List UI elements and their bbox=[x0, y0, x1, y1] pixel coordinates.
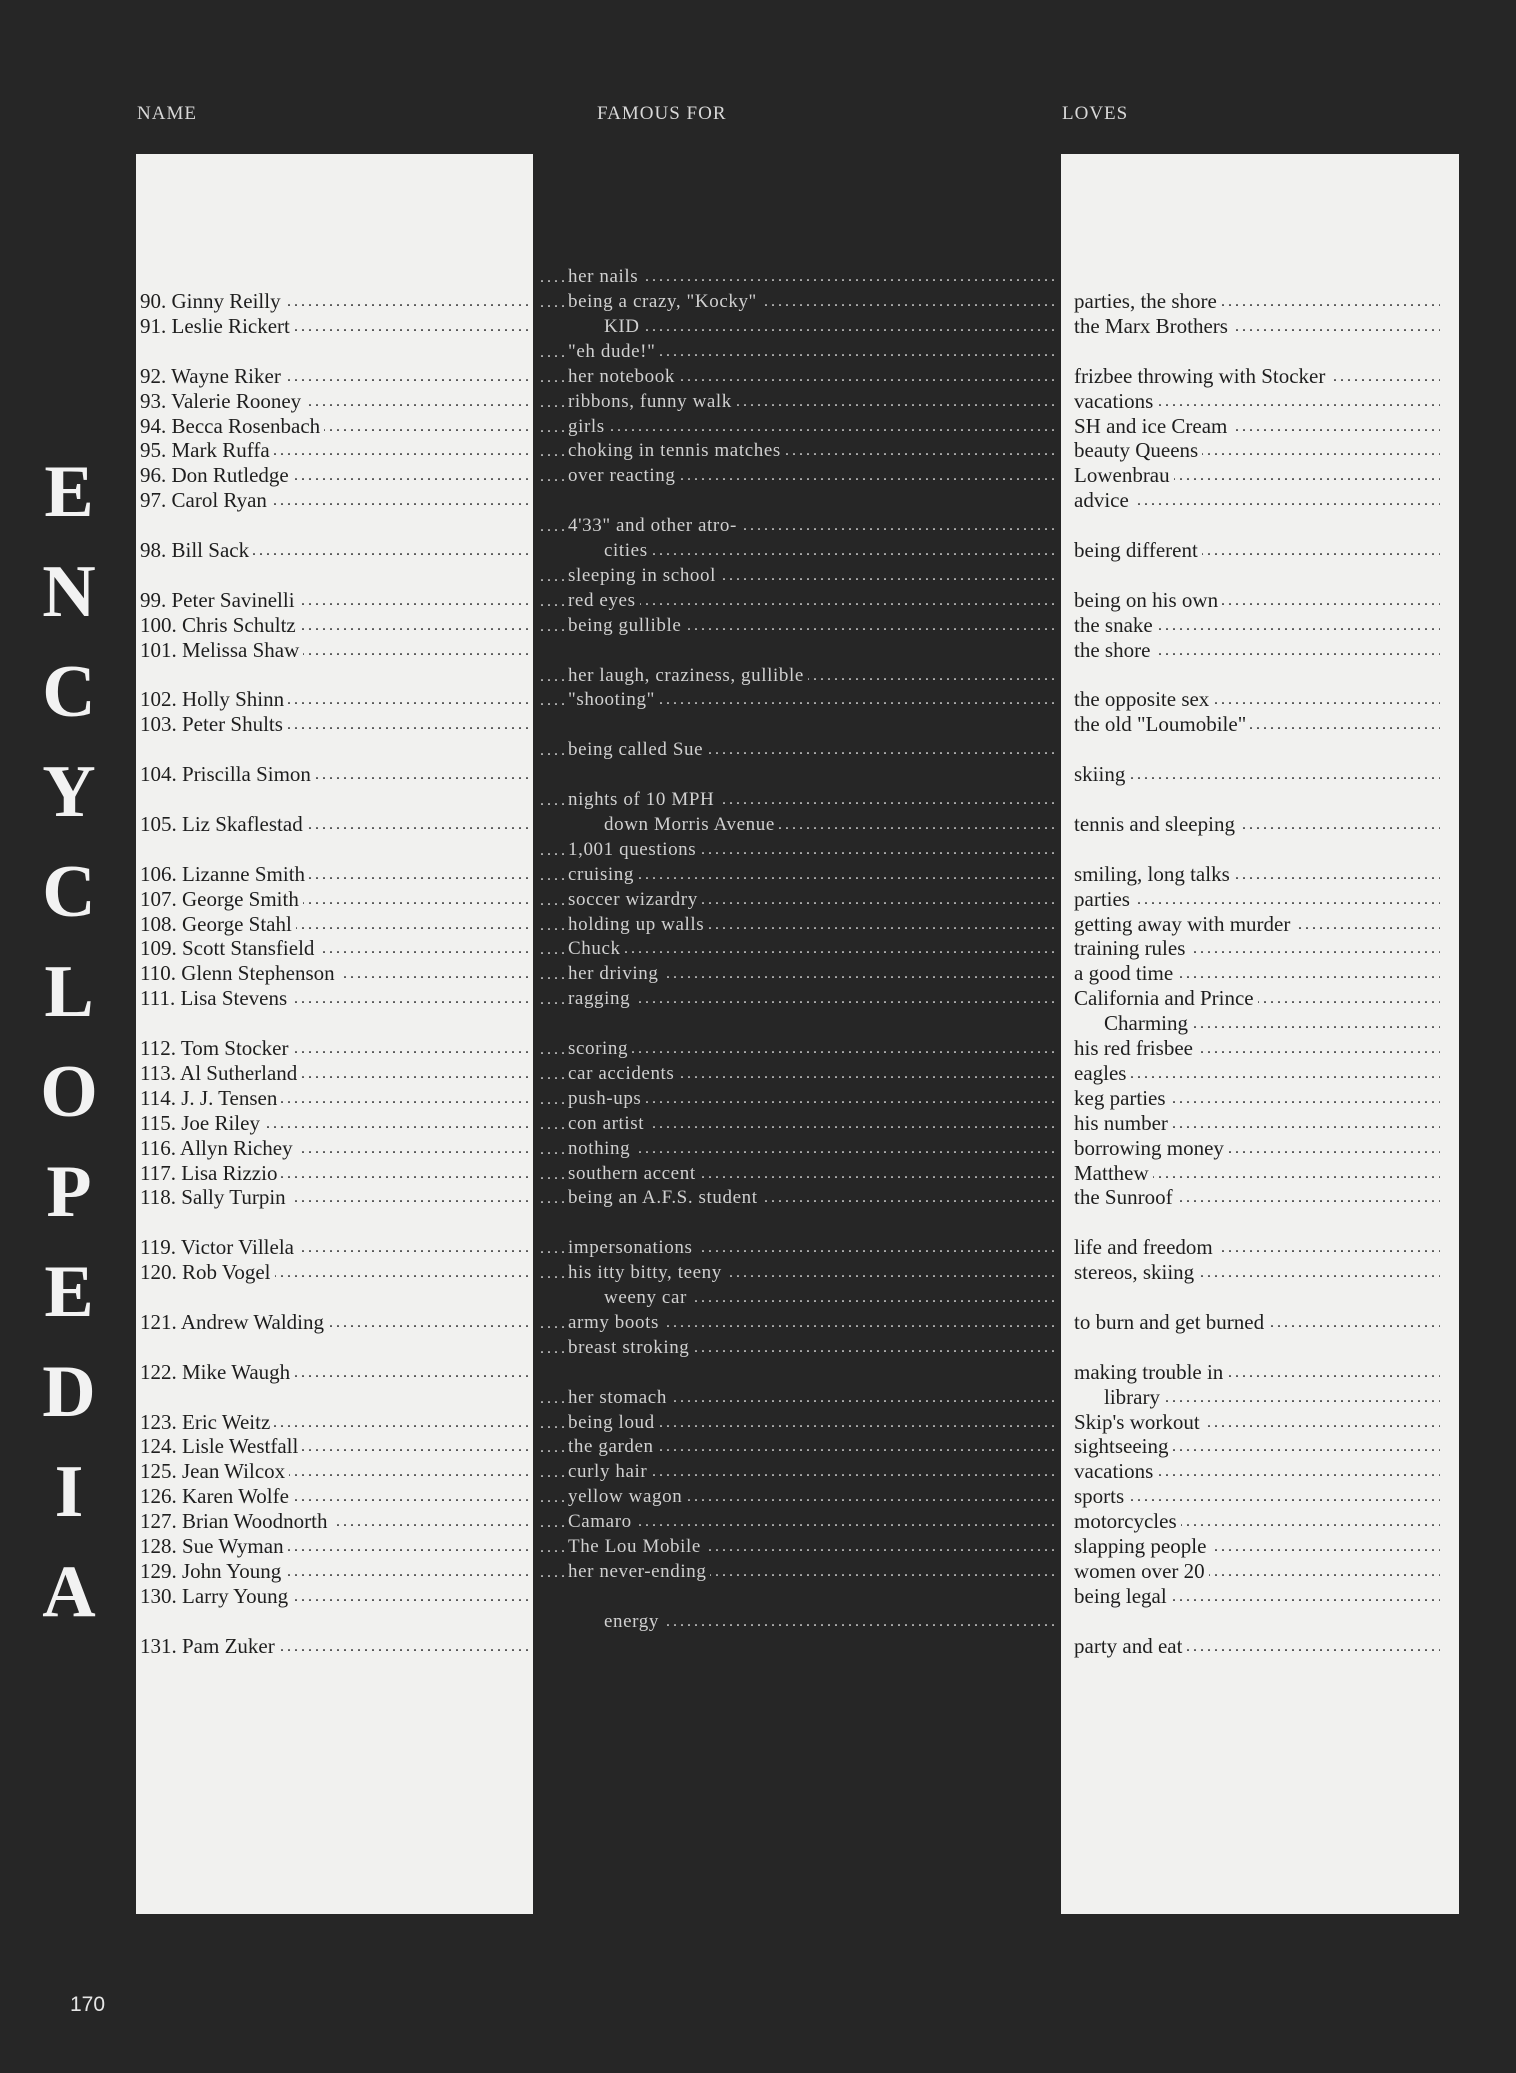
famous-for-entry-text: her nails bbox=[568, 266, 642, 287]
name-entry bbox=[140, 1434, 530, 1459]
loves-entry bbox=[1074, 762, 1440, 787]
name-entry-text: 92. Wayne Riker bbox=[140, 364, 285, 388]
loves-entry-text: being on his own bbox=[1074, 588, 1222, 612]
title-letter: P bbox=[46, 1151, 92, 1233]
loves-entry-text: the Marx Brothers bbox=[1074, 314, 1232, 338]
loves-entry bbox=[1074, 1036, 1440, 1061]
loves-entry-text: vacations bbox=[1074, 389, 1157, 413]
name-entry bbox=[140, 613, 530, 638]
name-entry-text: 130. Larry Young bbox=[140, 1584, 292, 1608]
loves-entry-text: Skip's workout bbox=[1074, 1410, 1204, 1434]
famous-for-entry-text: being loud bbox=[568, 1412, 659, 1433]
famous-for-entry bbox=[540, 1285, 1055, 1310]
name-entry bbox=[140, 887, 530, 912]
loves-entry bbox=[1074, 289, 1440, 314]
famous-for-entry: ....holding up walls ..... bbox=[540, 912, 1055, 937]
name-entry bbox=[140, 1509, 530, 1534]
famous-for-entry-text: being called Sue bbox=[568, 739, 707, 760]
loves-entry-text: smiling, long talks bbox=[1074, 862, 1234, 886]
loves-entry-text: life and freedom bbox=[1074, 1235, 1217, 1259]
name-entry-text: 129. John Young bbox=[140, 1559, 285, 1583]
loves-entry bbox=[1074, 1459, 1440, 1484]
name-entry bbox=[140, 463, 530, 488]
loves-entry bbox=[1074, 712, 1440, 737]
famous-for-entry: ....impersonations ..... bbox=[540, 1235, 1055, 1260]
name-entry bbox=[140, 364, 530, 389]
name-entry bbox=[140, 1484, 530, 1509]
famous-for-entry: ....his itty bitty, teeny ..... bbox=[540, 1260, 1055, 1285]
famous-for-entry-text: The Lou Mobile bbox=[568, 1536, 705, 1557]
name-entry bbox=[140, 1534, 530, 1559]
famous-for-entry: ....Camaro ..... bbox=[540, 1509, 1055, 1534]
loves-entry bbox=[1074, 1484, 1440, 1509]
loves-entry bbox=[1074, 1559, 1440, 1584]
famous-for-entry-text: her never-ending bbox=[568, 1561, 710, 1582]
famous-for-entry-text: curly hair bbox=[568, 1461, 651, 1482]
name-entry-text: 102. Holly Shinn bbox=[140, 687, 288, 711]
famous-for-entry: ...."eh dude!" ..... bbox=[540, 339, 1055, 364]
page-number: 170 bbox=[70, 1993, 106, 2016]
name-entry-text: 104. Priscilla Simon bbox=[140, 762, 315, 786]
loves-entry-text: SH and ice Cream bbox=[1074, 414, 1231, 438]
name-entry-text: 112. Tom Stocker bbox=[140, 1036, 292, 1060]
loves-entry bbox=[1074, 1584, 1440, 1609]
famous-for-entry: ....southern accent ..... bbox=[540, 1161, 1055, 1186]
name-entry-text: 95. Mark Ruffa bbox=[140, 438, 274, 462]
loves-entry bbox=[1074, 364, 1440, 389]
famous-for-entry-text: nights of 10 MPH bbox=[568, 789, 718, 810]
loves-entry-text: skiing bbox=[1074, 762, 1129, 786]
famous-for-entry: ....her never-ending ..... bbox=[540, 1559, 1055, 1584]
famous-for-entry: ....yellow wagon ..... bbox=[540, 1484, 1055, 1509]
loves-entry-text: a good time bbox=[1074, 961, 1177, 985]
loves-entry-text: frizbee throwing with Stocker bbox=[1074, 364, 1329, 388]
famous-for-entry-text: breast stroking bbox=[568, 1337, 693, 1358]
name-entry bbox=[140, 389, 530, 414]
loves-entry bbox=[1074, 488, 1440, 513]
name-entry bbox=[140, 1360, 530, 1385]
famous-for-entry: ...."shooting" ..... bbox=[540, 687, 1055, 712]
name-entry bbox=[140, 1310, 530, 1335]
famous-for-entry-text: yellow wagon bbox=[568, 1486, 686, 1507]
name-entry-text: 120. Rob Vogel bbox=[140, 1260, 275, 1284]
famous-for-entry: ....being an A.F.S. student ..... bbox=[540, 1185, 1055, 1210]
name-entry-text: 90. Ginny Reilly bbox=[140, 289, 285, 313]
title-letter: A bbox=[42, 1551, 96, 1633]
name-entry bbox=[140, 912, 530, 937]
name-entry-text: 126. Karen Wolfe bbox=[140, 1484, 293, 1508]
loves-entry-text: the snake bbox=[1074, 613, 1157, 637]
loves-entry-text: the old "Loumobile" bbox=[1074, 712, 1250, 736]
loves-entry-text: borrowing money bbox=[1074, 1136, 1228, 1160]
famous-for-entry-text: KID bbox=[540, 316, 644, 337]
name-entry-text: 105. Liz Skaflestad bbox=[140, 812, 307, 836]
loves-entry-text: sports bbox=[1074, 1484, 1128, 1508]
loves-entry-text: advice bbox=[1074, 488, 1133, 512]
famous-for-entry: ....curly hair ..... bbox=[540, 1459, 1055, 1484]
famous-for-entry-text: cruising bbox=[568, 864, 638, 885]
famous-for-entry-text: his itty bitty, teeny bbox=[568, 1262, 726, 1283]
name-entry bbox=[140, 314, 530, 339]
loves-entry bbox=[1074, 812, 1440, 837]
famous-for-entry-text: sleeping in school bbox=[568, 565, 720, 586]
loves-entry bbox=[1074, 862, 1440, 887]
title-letter: Y bbox=[42, 751, 96, 833]
title-letter: D bbox=[42, 1351, 96, 1433]
loves-entry-text: sightseeing bbox=[1074, 1434, 1173, 1458]
name-entry bbox=[140, 1584, 530, 1609]
loves-entry-text: parties, the shore bbox=[1074, 289, 1221, 313]
famous-for-entry: ....ribbons, funny walk ..... bbox=[540, 389, 1055, 414]
famous-for-entry-text: southern accent bbox=[568, 1163, 700, 1184]
name-entry bbox=[140, 1086, 530, 1111]
famous-for-entry-text: choking in tennis matches bbox=[568, 440, 785, 461]
famous-for-entry: ....being called Sue ..... bbox=[540, 737, 1055, 762]
name-entry bbox=[140, 438, 530, 463]
famous-for-entry: ....her driving ..... bbox=[540, 961, 1055, 986]
column-header-name: NAME bbox=[137, 103, 197, 124]
name-entry bbox=[140, 862, 530, 887]
famous-for-entry-text: being a crazy, "Kocky" bbox=[568, 291, 761, 312]
famous-for-entry-text: scoring bbox=[568, 1038, 632, 1059]
famous-for-entry: ....push-ups ..... bbox=[540, 1086, 1055, 1111]
name-entry-text: 96. Don Rutledge bbox=[140, 463, 293, 487]
loves-entry-text: stereos, skiing bbox=[1074, 1260, 1198, 1284]
name-entry-text: 123. Eric Weitz bbox=[140, 1410, 274, 1434]
famous-for-entry bbox=[540, 314, 1055, 339]
column-header-loves: LOVES bbox=[1062, 103, 1129, 124]
loves-entry bbox=[1074, 1161, 1440, 1186]
famous-for-entry: ....girls ..... bbox=[540, 414, 1055, 439]
famous-for-entry bbox=[540, 812, 1055, 837]
name-entry bbox=[140, 588, 530, 613]
name-entry bbox=[140, 1459, 530, 1484]
famous-for-entry-text: the garden bbox=[568, 1436, 658, 1457]
famous-for-entry: ....army boots ..... bbox=[540, 1310, 1055, 1335]
title-letter: E bbox=[44, 1251, 94, 1333]
famous-for-entry-text: girls bbox=[568, 416, 609, 437]
name-entry-text: 103. Peter Shults bbox=[140, 712, 287, 736]
famous-for-entry-text: Camaro bbox=[568, 1511, 636, 1532]
loves-entry bbox=[1074, 1634, 1440, 1659]
loves-entry bbox=[1074, 1185, 1440, 1210]
loves-entry-text: Lowenbrau bbox=[1074, 463, 1174, 487]
famous-for-entry-text: her notebook bbox=[568, 366, 679, 387]
title-letter: C bbox=[42, 651, 96, 733]
column-header-famous-for: FAMOUS FOR bbox=[597, 103, 727, 124]
name-entry-text: 118. Sally Turpin bbox=[140, 1185, 290, 1209]
famous-for-entry: ....over reacting ..... bbox=[540, 463, 1055, 488]
loves-entry bbox=[1074, 1235, 1440, 1260]
famous-for-entry-text: cities bbox=[540, 540, 652, 561]
name-entry-text: 113. Al Sutherland bbox=[140, 1061, 301, 1085]
name-entry-text: 121. Andrew Walding bbox=[140, 1310, 328, 1334]
title-letter: O bbox=[40, 1051, 98, 1133]
title-letter: E bbox=[44, 451, 94, 533]
famous-for-entry: ....red eyes ..... bbox=[540, 588, 1055, 613]
name-entry bbox=[140, 289, 530, 314]
name-entry bbox=[140, 986, 530, 1011]
loves-entry-text: getting away with murder bbox=[1074, 912, 1294, 936]
famous-for-entry-text: Chuck bbox=[568, 938, 625, 959]
name-entry bbox=[140, 961, 530, 986]
name-entry bbox=[140, 1634, 530, 1659]
name-entry bbox=[140, 812, 530, 837]
name-entry-text: 125. Jean Wilcox bbox=[140, 1459, 289, 1483]
loves-entry-text: being different bbox=[1074, 538, 1202, 562]
title-letter: C bbox=[42, 851, 96, 933]
name-entry-text: 117. Lisa Rizzio bbox=[140, 1161, 281, 1185]
loves-entry bbox=[1074, 936, 1440, 961]
loves-entry-text: motorcycles bbox=[1074, 1509, 1181, 1533]
name-entry-text: 119. Victor Villela bbox=[140, 1235, 298, 1259]
famous-for-entry: ....the garden ..... bbox=[540, 1434, 1055, 1459]
loves-entry-text: making trouble in bbox=[1074, 1360, 1227, 1384]
famous-for-entry: ....being a crazy, "Kocky" ..... bbox=[540, 289, 1055, 314]
famous-for-entry: ....being loud ..... bbox=[540, 1410, 1055, 1435]
title-letter: N bbox=[42, 551, 96, 633]
name-entry-text: 108. George Stahl bbox=[140, 912, 296, 936]
famous-for-entry: ....being gullible ..... bbox=[540, 613, 1055, 638]
name-entry-text: 114. J. J. Tensen bbox=[140, 1086, 281, 1110]
name-entry bbox=[140, 762, 530, 787]
name-entry-text: 127. Brian Woodnorth bbox=[140, 1509, 332, 1533]
name-entry-text: 100. Chris Schultz bbox=[140, 613, 300, 637]
famous-for-entry-text: down Morris Avenue bbox=[540, 814, 779, 835]
loves-entry-text: to burn and get burned bbox=[1074, 1310, 1268, 1334]
name-entry-text: 111. Lisa Stevens bbox=[140, 986, 291, 1010]
famous-for-entry-text: holding up walls bbox=[568, 914, 708, 935]
loves-entry-text: library bbox=[1074, 1385, 1164, 1409]
loves-entry bbox=[1074, 438, 1440, 463]
famous-for-entry: ....The Lou Mobile ..... bbox=[540, 1534, 1055, 1559]
name-entry bbox=[140, 1559, 530, 1584]
famous-for-entry: ....her notebook ..... bbox=[540, 364, 1055, 389]
loves-entry bbox=[1074, 414, 1440, 439]
loves-entry-text: his number bbox=[1074, 1111, 1172, 1135]
loves-entry bbox=[1074, 463, 1440, 488]
famous-for-entry-text: being an A.F.S. student bbox=[568, 1187, 762, 1208]
loves-entry bbox=[1074, 1410, 1440, 1435]
loves-entry bbox=[1074, 1011, 1440, 1036]
loves-entry-text: party and eat bbox=[1074, 1634, 1186, 1658]
name-entry-text: 124. Lisle Westfall bbox=[140, 1434, 302, 1458]
loves-entry bbox=[1074, 1061, 1440, 1086]
name-entry bbox=[140, 687, 530, 712]
loves-entry-text: keg parties bbox=[1074, 1086, 1170, 1110]
loves-entry-text: the shore bbox=[1074, 638, 1154, 662]
loves-entry bbox=[1074, 1136, 1440, 1161]
loves-entry-text: vacations bbox=[1074, 1459, 1157, 1483]
name-entry bbox=[140, 414, 530, 439]
loves-entry-text: Charming bbox=[1074, 1011, 1192, 1035]
famous-for-entry-text: 1,001 questions bbox=[568, 839, 700, 860]
famous-for-entry-text: her laugh, craziness, gullible bbox=[568, 665, 808, 686]
loves-entry bbox=[1074, 588, 1440, 613]
loves-entry bbox=[1074, 613, 1440, 638]
name-entry-text: 116. Allyn Richey bbox=[140, 1136, 297, 1160]
famous-for-entry: ....breast stroking ..... bbox=[540, 1335, 1055, 1360]
famous-for-entry-text: car accidents bbox=[568, 1063, 678, 1084]
famous-for-entry: ....car accidents ..... bbox=[540, 1061, 1055, 1086]
title-letter: I bbox=[54, 1451, 84, 1533]
loves-entry bbox=[1074, 912, 1440, 937]
famous-for-entry: ....choking in tennis matches ..... bbox=[540, 438, 1055, 463]
loves-entry-text: tennis and sleeping bbox=[1074, 812, 1239, 836]
loves-entry bbox=[1074, 687, 1440, 712]
loves-entry-text: being legal bbox=[1074, 1584, 1171, 1608]
famous-for-entry-text: "shooting" bbox=[568, 689, 659, 710]
loves-entry bbox=[1074, 1434, 1440, 1459]
name-entry bbox=[140, 1136, 530, 1161]
loves-entry-text: parties bbox=[1074, 887, 1134, 911]
famous-for-entry: ....nothing ..... bbox=[540, 1136, 1055, 1161]
loves-entry bbox=[1074, 1260, 1440, 1285]
famous-for-entry-text: nothing bbox=[568, 1138, 634, 1159]
famous-for-entry: ....her laugh, craziness, gullible ..... bbox=[540, 663, 1055, 688]
famous-for-entry bbox=[540, 538, 1055, 563]
loves-entry bbox=[1074, 1509, 1440, 1534]
famous-for-entry: ....her stomach ..... bbox=[540, 1385, 1055, 1410]
name-entry-text: 115. Joe Riley bbox=[140, 1111, 264, 1135]
loves-entry bbox=[1074, 961, 1440, 986]
famous-for-entry: ....4'33" and other atro- ..... bbox=[540, 513, 1055, 538]
famous-for-entry: ....scoring ..... bbox=[540, 1036, 1055, 1061]
name-entry bbox=[140, 712, 530, 737]
famous-for-entry: ....her nails ..... bbox=[540, 264, 1055, 289]
famous-for-entry-text: over reacting bbox=[568, 465, 680, 486]
loves-entry bbox=[1074, 887, 1440, 912]
famous-for-entry: ....1,001 questions ..... bbox=[540, 837, 1055, 862]
loves-entry-text: beauty Queens bbox=[1074, 438, 1202, 462]
famous-for-entry bbox=[540, 1609, 1055, 1634]
name-entry-text: 106. Lizanne Smith bbox=[140, 862, 309, 886]
name-entry-text: 128. Sue Wyman bbox=[140, 1534, 288, 1558]
famous-for-entry: ....soccer wizardry ..... bbox=[540, 887, 1055, 912]
famous-for-entry-text: army boots bbox=[568, 1312, 663, 1333]
loves-entry bbox=[1074, 1385, 1440, 1410]
loves-entry bbox=[1074, 1086, 1440, 1111]
famous-for-entry: ....con artist ..... bbox=[540, 1111, 1055, 1136]
name-entry-text: 107. George Smith bbox=[140, 887, 303, 911]
loves-entry-text: California and Prince bbox=[1074, 986, 1258, 1010]
name-entry-text: 122. Mike Waugh bbox=[140, 1360, 294, 1384]
famous-for-entry-text: ragging bbox=[568, 988, 634, 1009]
name-entry bbox=[140, 1235, 530, 1260]
loves-entry bbox=[1074, 1534, 1440, 1559]
name-entry-text: 94. Becca Rosenbach bbox=[140, 414, 324, 438]
name-entry-text: 99. Peter Savinelli bbox=[140, 588, 299, 612]
famous-for-entry-text: red eyes bbox=[568, 590, 640, 611]
loves-entry bbox=[1074, 389, 1440, 414]
name-entry bbox=[140, 1036, 530, 1061]
famous-for-entry-text: con artist bbox=[568, 1113, 648, 1134]
loves-entry bbox=[1074, 314, 1440, 339]
famous-for-entry-text: "eh dude!" bbox=[568, 341, 659, 362]
famous-for-entry-text: ribbons, funny walk bbox=[568, 391, 736, 412]
loves-entry-text: Matthew bbox=[1074, 1161, 1153, 1185]
name-entry-text: 101. Melissa Shaw bbox=[140, 638, 303, 662]
loves-entry-text: his red frisbee bbox=[1074, 1036, 1197, 1060]
famous-for-entry: ....sleeping in school ..... bbox=[540, 563, 1055, 588]
name-entry bbox=[140, 1260, 530, 1285]
famous-for-entry: ....ragging ..... bbox=[540, 986, 1055, 1011]
loves-entry-text: the opposite sex bbox=[1074, 687, 1213, 711]
famous-for-entry-text: her stomach bbox=[568, 1387, 671, 1408]
name-entry bbox=[140, 936, 530, 961]
famous-for-entry-text: impersonations bbox=[568, 1237, 697, 1258]
name-entry bbox=[140, 638, 530, 663]
name-entry-text: 91. Leslie Rickert bbox=[140, 314, 294, 338]
loves-entry bbox=[1074, 986, 1440, 1011]
name-entry bbox=[140, 1185, 530, 1210]
loves-entry bbox=[1074, 538, 1440, 563]
name-entry-text: 98. Bill Sack bbox=[140, 538, 253, 562]
famous-for-entry-text: 4'33" and other atro- bbox=[568, 515, 741, 536]
name-entry bbox=[140, 1410, 530, 1435]
name-entry-text: 131. Pam Zuker bbox=[140, 1634, 279, 1658]
loves-entry-text: eagles bbox=[1074, 1061, 1130, 1085]
loves-entry-text: slapping people bbox=[1074, 1534, 1210, 1558]
name-entry bbox=[140, 1161, 530, 1186]
name-entry-text: 93. Valerie Rooney bbox=[140, 389, 305, 413]
famous-for-entry-text: weeny car bbox=[540, 1287, 691, 1308]
loves-entry bbox=[1074, 1310, 1440, 1335]
loves-entry bbox=[1074, 1360, 1440, 1385]
loves-entry-text: women over 20 bbox=[1074, 1559, 1209, 1583]
famous-for-entry: ....cruising ..... bbox=[540, 862, 1055, 887]
name-entry-text: 109. Scott Stansfield bbox=[140, 936, 318, 960]
name-entry bbox=[140, 488, 530, 513]
famous-for-entry-text: soccer wizardry bbox=[568, 889, 702, 910]
name-entry bbox=[140, 1111, 530, 1136]
name-entry-text: 110. Glenn Stephenson bbox=[140, 961, 339, 985]
name-entry bbox=[140, 1061, 530, 1086]
famous-for-entry: ....Chuck ..... bbox=[540, 936, 1055, 961]
famous-for-entry-text: push-ups bbox=[568, 1088, 645, 1109]
title-letter: L bbox=[44, 951, 94, 1033]
famous-for-entry-text: her driving bbox=[568, 963, 663, 984]
loves-entry-text: training rules bbox=[1074, 936, 1189, 960]
loves-entry bbox=[1074, 1111, 1440, 1136]
name-entry bbox=[140, 538, 530, 563]
loves-entry bbox=[1074, 638, 1440, 663]
famous-for-entry-text: energy bbox=[540, 1611, 663, 1632]
loves-entry-text: the Sunroof bbox=[1074, 1185, 1177, 1209]
famous-for-entry: ....nights of 10 MPH ..... bbox=[540, 787, 1055, 812]
name-entry-text: 97. Carol Ryan bbox=[140, 488, 271, 512]
famous-for-entry-text: being gullible bbox=[568, 615, 685, 636]
